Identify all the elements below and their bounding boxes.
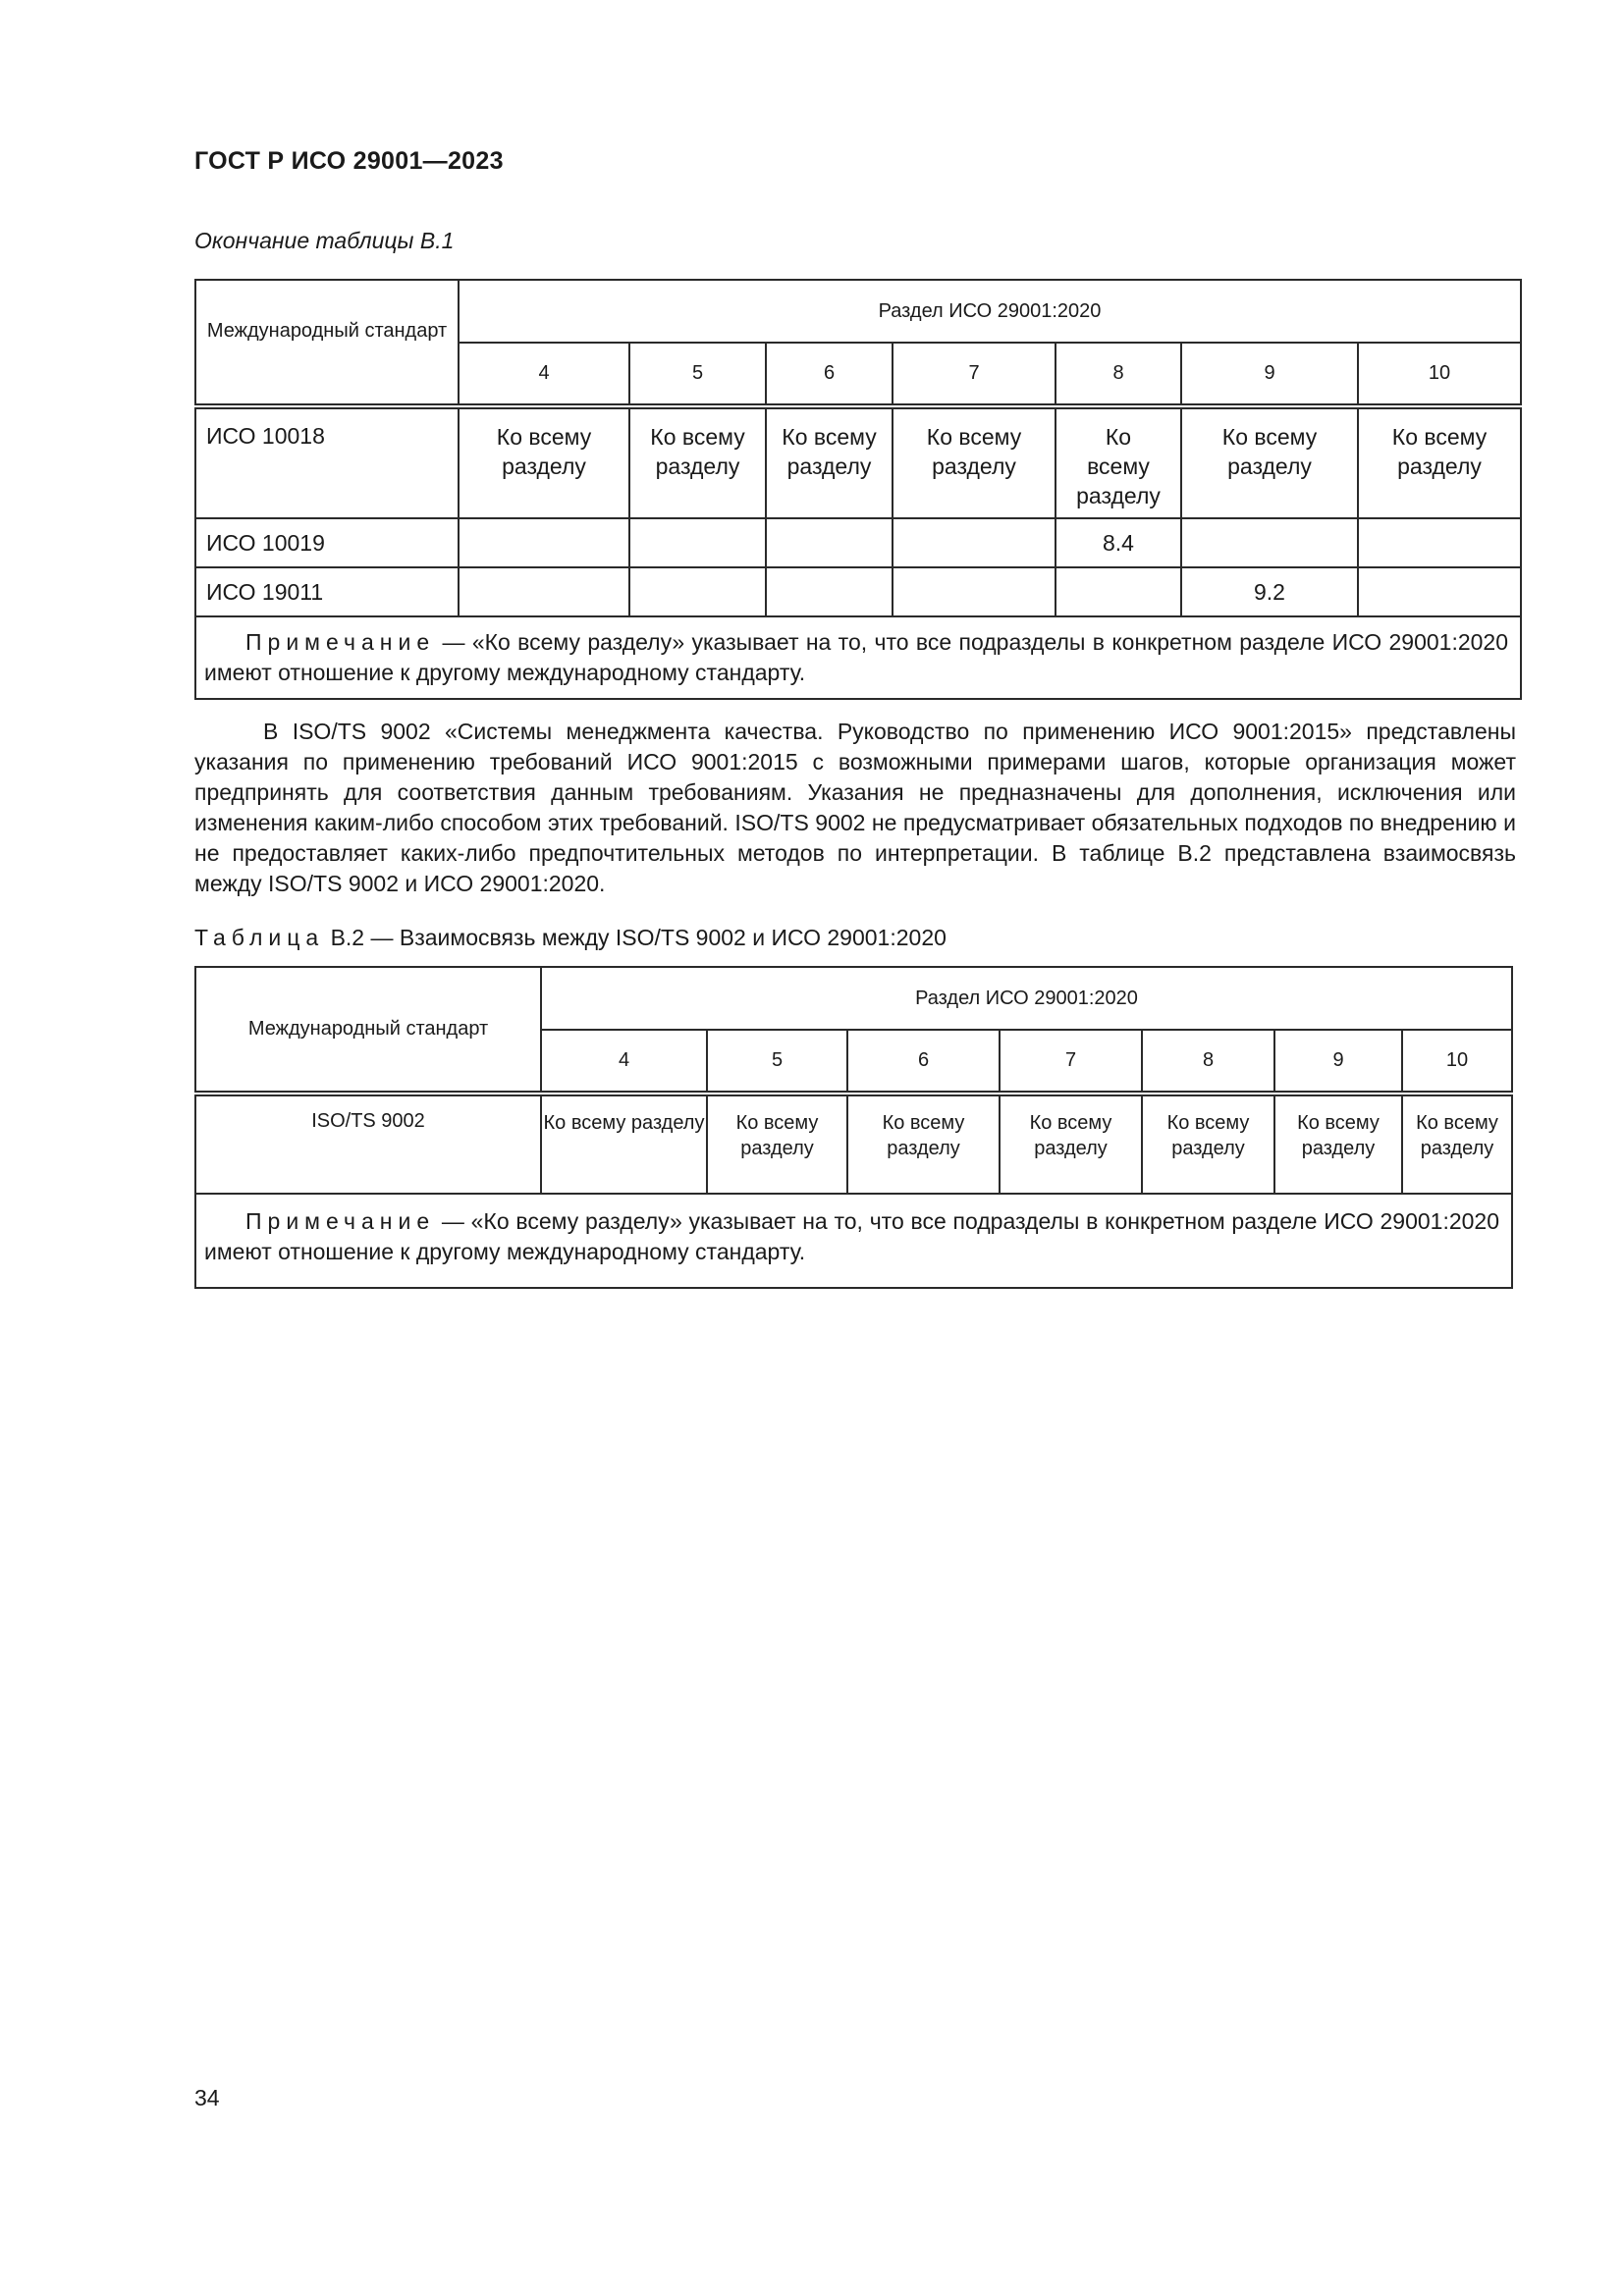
column-header-section: 10 [1402,1030,1512,1094]
table-cell: Ко всему разделу [1056,406,1181,518]
table-b1-continuation [194,279,1522,700]
table-cell [459,518,629,567]
column-header-section: 9 [1181,343,1358,406]
table-cell: 9.2 [1181,567,1358,616]
page-number: 34 [194,2085,220,2110]
column-header-section: 6 [847,1030,1000,1094]
column-header-section: 8 [1056,343,1181,406]
table-cell [629,567,766,616]
table-cell [766,518,893,567]
table-cell: Ко всему разделу [541,1094,707,1194]
table-note [195,616,1521,699]
column-header-section: 8 [1142,1030,1274,1094]
table-cell: Ко всему разделу [707,1094,847,1194]
table-cell: 8.4 [1056,518,1181,567]
table-cell [1181,518,1358,567]
table-cell: Ко всему разделу [1142,1094,1274,1194]
table-cell: Ко всему разделу [1402,1094,1512,1194]
table-cell [1056,567,1181,616]
table-cell: Ко всему разделу [766,406,893,518]
note-text: — «Ко всему разделу» указывает на то, что все подразделы в конкретном разделе ИСО 29001:2020 имеют отношение к другому международному стандарту. [204,629,1509,685]
column-header-section: 6 [766,343,893,406]
column-header-section: 4 [459,343,629,406]
table-row [195,518,1521,567]
table-cell: Ко всему разделу [893,406,1056,518]
document-code-header: ГОСТ Р ИСО 29001—2023 [194,147,504,175]
note-text: — «Ко всему разделу» указывает на то, что все подразделы в конкретном разделе ИСО 29001:2020 имеют отношение к другому международному стандарту. [204,1208,1500,1264]
table-cell [1358,567,1521,616]
table-cell [1358,518,1521,567]
column-group-header: Раздел ИСО 29001:2020 [541,967,1512,1030]
table2-caption-label: Таблица [194,925,325,950]
column-header-section: 4 [541,1030,707,1094]
row-standard-name: ИСО 10019 [195,518,459,567]
column-header-standard: Международный стандарт [195,967,541,1094]
column-header-section: 7 [1000,1030,1142,1094]
table-row [195,1094,1512,1194]
table-cell: Ко всему разделу [1358,406,1521,518]
table-note [195,1194,1512,1288]
column-header-standard: Международный стандарт [195,280,459,406]
table-cell [766,567,893,616]
row-standard-name: ИСО 10018 [195,406,459,518]
table-cell: Ко всему разделу [847,1094,1000,1194]
table-b2 [194,966,1513,1289]
table-note-row [195,616,1521,699]
column-header-section: 5 [629,343,766,406]
table1-caption: Окончание таблицы В.1 [194,228,455,253]
column-header-section: 5 [707,1030,847,1094]
table-cell: Ко всему разделу [1000,1094,1142,1194]
note-label: Примечание [245,1208,436,1234]
table-cell: Ко всему разделу [629,406,766,518]
table2-caption-text: В.2 — Взаимосвязь между ISO/TS 9002 и ИСО 29001:2020 [324,925,947,950]
column-group-header: Раздел ИСО 29001:2020 [459,280,1521,343]
column-header-section: 7 [893,343,1056,406]
table-row [195,567,1521,616]
column-header-section: 10 [1358,343,1521,406]
table-note-row [195,1194,1512,1288]
table2-caption [194,925,947,951]
table-cell [459,567,629,616]
column-header-section: 9 [1274,1030,1402,1094]
table-cell [629,518,766,567]
table-cell [893,567,1056,616]
table-cell: Ко всему разделу [459,406,629,518]
note-label: Примечание [245,629,436,655]
table-cell: Ко всему разделу [1181,406,1358,518]
body-paragraph: В ISO/TS 9002 «Системы менеджмента качества. Руководство по применению ИСО 9001:2015» представлены указания по применению требований ИСО 9001:2015 с возможными примерами шагов, которые организация может предпринять для соответствия данным требованиям. Указания не предназначены для дополнения, исключения или изменения каким-либо способом этих требований. ISO/TS 9002 не предусматривает обязательных подходов по внедрению и не предоставляет каких-либо предпочтительных методов по интерпретации. В таблице В.2 представлена взаимосвязь между ISO/TS 9002 и ИСО 29001:2020. [194,719,1516,896]
row-standard-name: ISO/TS 9002 [195,1094,541,1194]
table-cell [893,518,1056,567]
row-standard-name: ИСО 19011 [195,567,459,616]
table-cell: Ко всему разделу [1274,1094,1402,1194]
table-row [195,406,1521,518]
